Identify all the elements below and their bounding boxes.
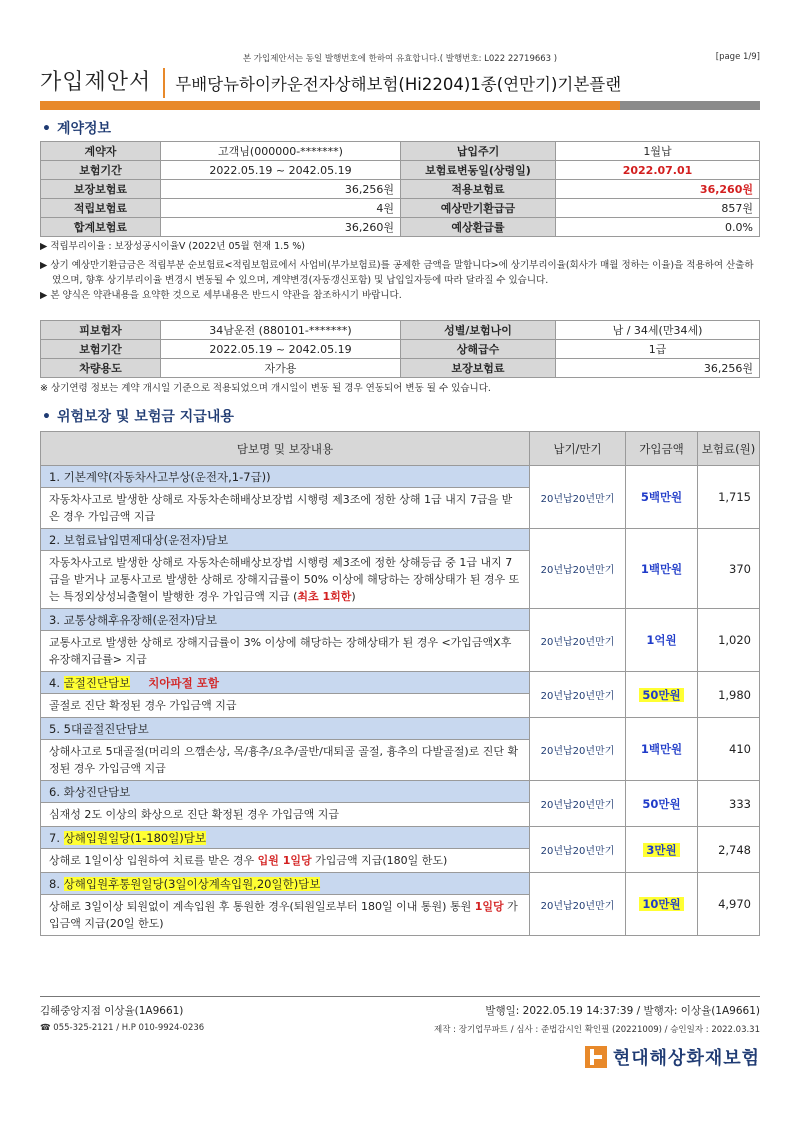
premium-cell: 1,980 [698, 672, 760, 718]
label-cell: 피보험자 [41, 321, 161, 340]
term-cell: 20년납20년만기 [530, 609, 626, 672]
footer-contact [40, 1023, 760, 1035]
approval-info: 제작 : 장기업무파트 / 심사 : 준법감시인 확인필 (20221009) / 승인일자 : 2022.03.31 [434, 1025, 760, 1035]
value-cell: 36,256원 [161, 180, 401, 199]
premium-cell: 2,748 [698, 827, 760, 873]
bullet-icon: • [42, 121, 51, 137]
value-cell: 1월납 [556, 142, 760, 161]
amount-cell: 1백만원 [626, 529, 698, 609]
label-cell: 적용보험료 [401, 180, 556, 199]
table-row [41, 321, 760, 340]
value-cell: 2022.05.19 ~ 2042.05.19 [161, 340, 401, 359]
value-cell: 34남운전 (880101-*******) [161, 321, 401, 340]
coverage-name: 2. 보험료납입면제대상(운전자)담보 [41, 529, 530, 551]
coverage-description: 심재성 2도 이상의 화상으로 진단 확정된 경우 가입금액 지급 [41, 803, 530, 827]
coverage-name: 1. 기본계약(자동차사고부상(운전자,1-7급)) [41, 466, 530, 488]
contract-info-table [40, 141, 760, 237]
premium-cell: 1,715 [698, 466, 760, 529]
column-header: 담보명 및 보장내용 [41, 432, 530, 466]
insured-note [40, 381, 760, 396]
table-row [41, 218, 760, 237]
coverage-name-row [41, 466, 760, 488]
header-bar [40, 101, 760, 110]
label-cell: 합계보험료 [41, 218, 161, 237]
issue-info: 발행일: 2022.05.19 14:37:39 / 발행자: 이상율(1A9661) [485, 1005, 760, 1017]
term-cell: 20년납20년만기 [530, 672, 626, 718]
bullet-icon: • [42, 409, 51, 425]
premium-cell: 370 [698, 529, 760, 609]
label-cell: 상해급수 [401, 340, 556, 359]
coverage-name: 3. 교통상해후유장해(운전자)담보 [41, 609, 530, 631]
term-cell: 20년납20년만기 [530, 529, 626, 609]
company-logo [585, 1044, 760, 1070]
premium-cell: 1,020 [698, 609, 760, 672]
value-cell: 36,256원 [556, 359, 760, 378]
label-cell: 예상환급률 [401, 218, 556, 237]
contact-info: ☎ 055-325-2121 / H.P 010-9924-0236 [40, 1023, 205, 1033]
coverage-description: 상해로 3일이상 퇴원없이 계속입원 후 통원한 경우(퇴원일로부터 180일 이내 통원) 통원 1일당 가입금액 지급(20일 한도) [41, 895, 530, 936]
coverage-table [40, 431, 760, 936]
table-row [41, 142, 760, 161]
premium-cell: 410 [698, 718, 760, 781]
coverage-name: 8. 상해입원후통원일당(3일이상계속입원,20일한)담보 [41, 873, 530, 895]
column-header: 납기/만기 [530, 432, 626, 466]
label-cell: 차량용도 [41, 359, 161, 378]
product-title: 무배당뉴하이카운전자상해보험(Hi2204)1종(연만기)기본플랜 [175, 75, 622, 94]
term-cell: 20년납20년만기 [530, 827, 626, 873]
hyundai-logo-icon [585, 1046, 607, 1068]
coverage-description: 자동차사고로 발생한 상해로 자동차손해배상보장법 시행령 제3조에 정한 상해 1급 내지 7급을 받은 경우 가입금액 지급 [41, 488, 530, 529]
value-cell: 0.0% [556, 218, 760, 237]
branch-info: 김해중앙지점 이상율(1A9661) [40, 1005, 184, 1017]
premium-cell: 333 [698, 781, 760, 827]
coverage-name-row [41, 873, 760, 895]
section-title-contract: • 계약정보 [42, 121, 112, 137]
value-cell: 고객님(000000-*******) [161, 142, 401, 161]
value-cell: 36,260원 [161, 218, 401, 237]
column-header: 보험료(원) [698, 432, 760, 466]
note-text: ▶ 상기 예상만기환급금은 적립부분 순보험료<적립보험료에서 사업비(부가보험료)를 공제한 금액을 말합니다>에 상기부리이율(회사가 매월 정하는 이율)을 적용하여 산출하였으며, 향후 상기부리이율 변경시 변동될 수 있으며, 계약변경(자동갱신포함) 및 납입일자등에 따라 달라질 수 있습니다. [40, 260, 754, 286]
tooth-fracture-note: 치아파절 포함 [148, 675, 219, 690]
amount-cell: 50만원 [626, 672, 698, 718]
coverage-name-row [41, 718, 760, 740]
amount-cell: 50만원 [626, 781, 698, 827]
validity-note: 본 가입제안서는 동일 발행번호에 한하여 유효합니다.( 발행번호: L022 22719663 ) [242, 54, 558, 64]
label-cell: 보험기간 [41, 161, 161, 180]
coverage-name-row [41, 609, 760, 631]
label-cell: 적립보험료 [41, 199, 161, 218]
footer-issuer [40, 996, 760, 1018]
table-row [41, 180, 760, 199]
label-cell: 보장보험료 [41, 180, 161, 199]
coverage-name: 4. 골절진단담보 치아파절 포함 [41, 672, 530, 694]
note-text: ※ 상기연령 정보는 계약 개시일 기준으로 적용되었으며 개시일이 변동 될 경우 연동되어 변동 될 수 있습니다. [40, 383, 491, 394]
value-cell: 857원 [556, 199, 760, 218]
coverage-description: 상해로 1일이상 입원하여 치료를 받은 경우 입원 1일당 가입금액 지급(180일 한도) [41, 849, 530, 873]
coverage-name-row [41, 827, 760, 849]
coverage-name-row [41, 781, 760, 803]
premium-change-date: 2022.07.01 [556, 161, 760, 180]
amount-cell: 1억원 [626, 609, 698, 672]
section-title-coverage: • 위험보장 및 보험금 지급내용 [42, 409, 234, 425]
applied-premium: 36,260원 [556, 180, 760, 199]
term-cell: 20년납20년만기 [530, 466, 626, 529]
value-cell: 1급 [556, 340, 760, 359]
label-cell: 보험기간 [41, 340, 161, 359]
document-title: 가입제안서 [40, 68, 165, 98]
amount-cell: 1백만원 [626, 718, 698, 781]
note-text: ▶ 적립부리이율 : 보장성공시이율Ⅴ (2022년 05월 현재 1.5 %) [40, 241, 305, 252]
amount-cell: 3만원 [626, 827, 698, 873]
coverage-name: 5. 5대골절진단담보 [41, 718, 530, 740]
column-header: 가입금액 [626, 432, 698, 466]
label-cell: 보장보험료 [401, 359, 556, 378]
table-row [41, 161, 760, 180]
label-cell: 성별/보험나이 [401, 321, 556, 340]
coverage-description: 교통사고로 발생한 상해로 장해지급률이 3% 이상에 해당하는 장해상태가 된 경우 <가입금액X후유장해지급률> 지급 [41, 631, 530, 672]
document-header [40, 66, 760, 100]
page-number: [page 1/9] [715, 52, 760, 62]
term-cell: 20년납20년만기 [530, 873, 626, 936]
table-row [41, 340, 760, 359]
table-row [41, 199, 760, 218]
insured-info-table [40, 320, 760, 378]
premium-cell: 4,970 [698, 873, 760, 936]
table-row [41, 359, 760, 378]
label-cell: 예상만기환급금 [401, 199, 556, 218]
term-cell: 20년납20년만기 [530, 718, 626, 781]
coverage-name-row [41, 672, 760, 694]
coverage-description: 골절로 진단 확정된 경우 가입금액 지급 [41, 694, 530, 718]
term-cell: 20년납20년만기 [530, 781, 626, 827]
value-cell: 자가용 [161, 359, 401, 378]
value-cell: 2022.05.19 ~ 2042.05.19 [161, 161, 401, 180]
label-cell: 계약자 [41, 142, 161, 161]
label-cell: 보험료변동일(상령일) [401, 161, 556, 180]
amount-cell: 5백만원 [626, 466, 698, 529]
coverage-name: 6. 화상진단담보 [41, 781, 530, 803]
contract-notes [40, 239, 760, 303]
note-text: ▶ 본 양식은 약관내용을 요약한 것으로 세부내용은 반드시 약관을 참조하시기 바랍니다. [40, 290, 402, 301]
label-cell: 납입주기 [401, 142, 556, 161]
company-name: 현대해상화재보험 [612, 1048, 760, 1069]
value-cell: 4원 [161, 199, 401, 218]
amount-cell: 10만원 [626, 873, 698, 936]
coverage-description: 상해사고로 5대골절(머리의 으깸손상, 목/흉추/요추/골반/대퇴골 골절, 흉추의 다발골절)로 진단 확정된 경우 가입금액 지급 [41, 740, 530, 781]
value-cell: 남 / 34세(만34세) [556, 321, 760, 340]
table-header-row [41, 432, 760, 466]
coverage-description: 자동차사고로 발생한 상해로 자동차손해배상보장법 시행령 제3조에 정한 상해등급 중 1급 내지 7급을 받거나 교통사고로 발생한 상해로 장해지급률이 50% 이상에 해당하는 장해상태가 된 경우 또는 특정외상성뇌출혈이 발행한 경우 가입금액 지급 (최초 1회한) [41, 551, 530, 609]
coverage-name: 7. 상해입원일당(1-180일)담보 [41, 827, 530, 849]
coverage-name-row [41, 529, 760, 551]
